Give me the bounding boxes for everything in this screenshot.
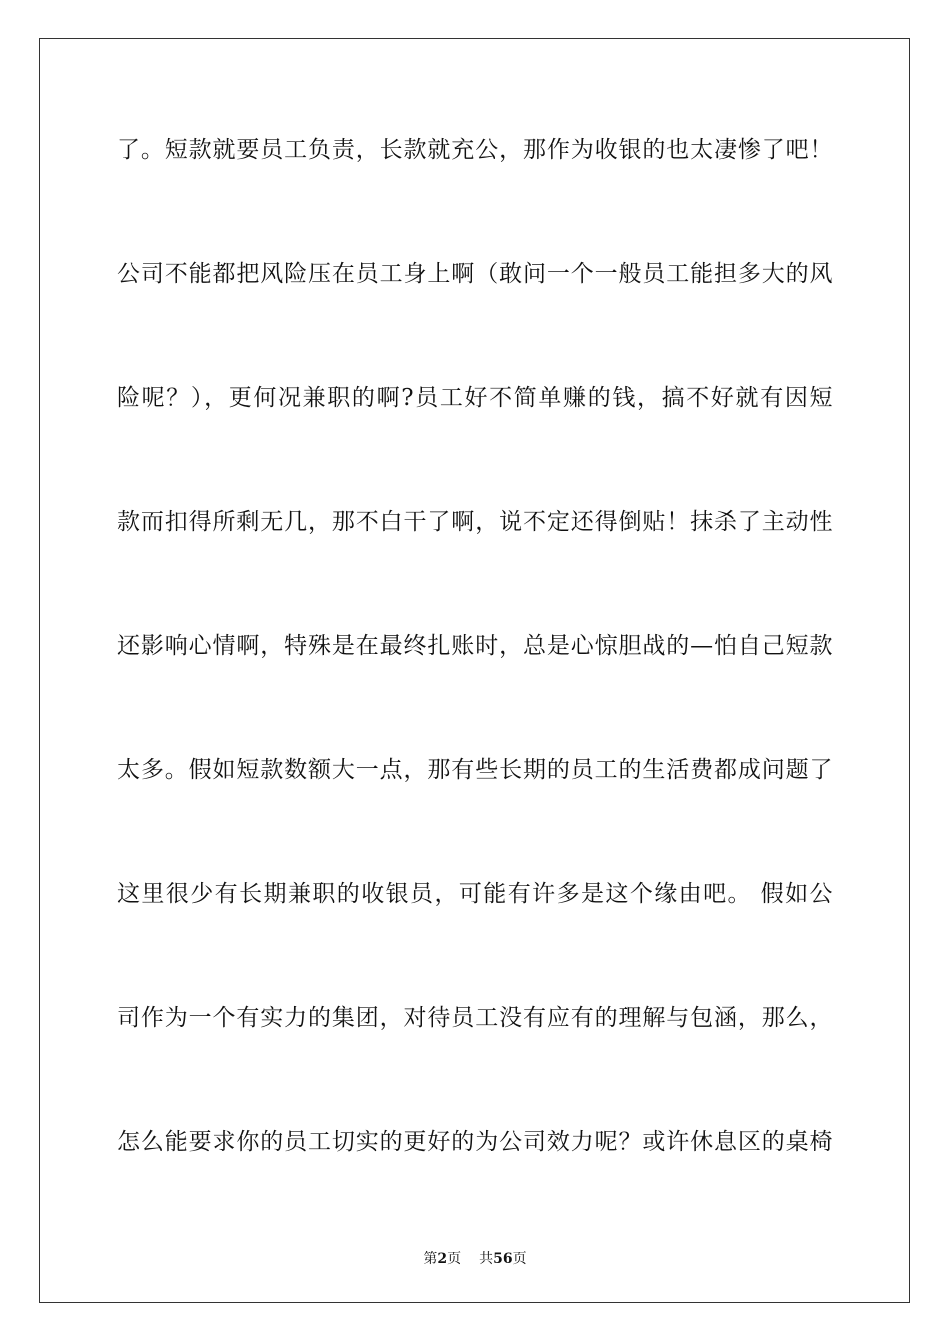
document-body bbox=[117, 125, 833, 1241]
text-line: 这里很少有长期兼职的收银员，可能有许多是这个缘由吧。 假如公 bbox=[117, 881, 833, 907]
page-suffix: 页 bbox=[447, 1251, 462, 1267]
text-line: 怎么能要求你的员工切实的更好的为公司效力呢？或许休息区的桌椅 bbox=[117, 1129, 833, 1155]
total-suffix: 页 bbox=[512, 1251, 527, 1267]
text-line: 款而扣得所剩无几，那不白干了啊，说不定还得倒贴！抹杀了主动性 bbox=[117, 509, 833, 535]
total-prefix: 共 bbox=[479, 1251, 494, 1267]
page-footer bbox=[0, 1248, 950, 1268]
text-line: 险呢？），更何况兼职的啊?员工好不简单赚的钱，搞不好就有因短 bbox=[117, 385, 833, 411]
text-line: 太多。假如短款数额大一点，那有些长期的员工的生活费都成问题了 bbox=[117, 757, 833, 783]
page-number: 2 bbox=[437, 1251, 448, 1267]
text-line: 还影响心情啊，特殊是在最终扎账时，总是心惊胆战的—怕自己短款 bbox=[117, 633, 833, 659]
text-line: 公司不能都把风险压在员工身上啊（敢问一个一般员工能担多大的风 bbox=[117, 261, 833, 287]
page-prefix: 第 bbox=[423, 1251, 438, 1267]
total-pages: 56 bbox=[493, 1251, 513, 1267]
text-line: 了。短款就要员工负责，长款就充公，那作为收银的也太凄惨了吧！ bbox=[117, 137, 833, 163]
text-line: 司作为一个有实力的集团，对待员工没有应有的理解与包涵，那么， bbox=[117, 1005, 833, 1031]
